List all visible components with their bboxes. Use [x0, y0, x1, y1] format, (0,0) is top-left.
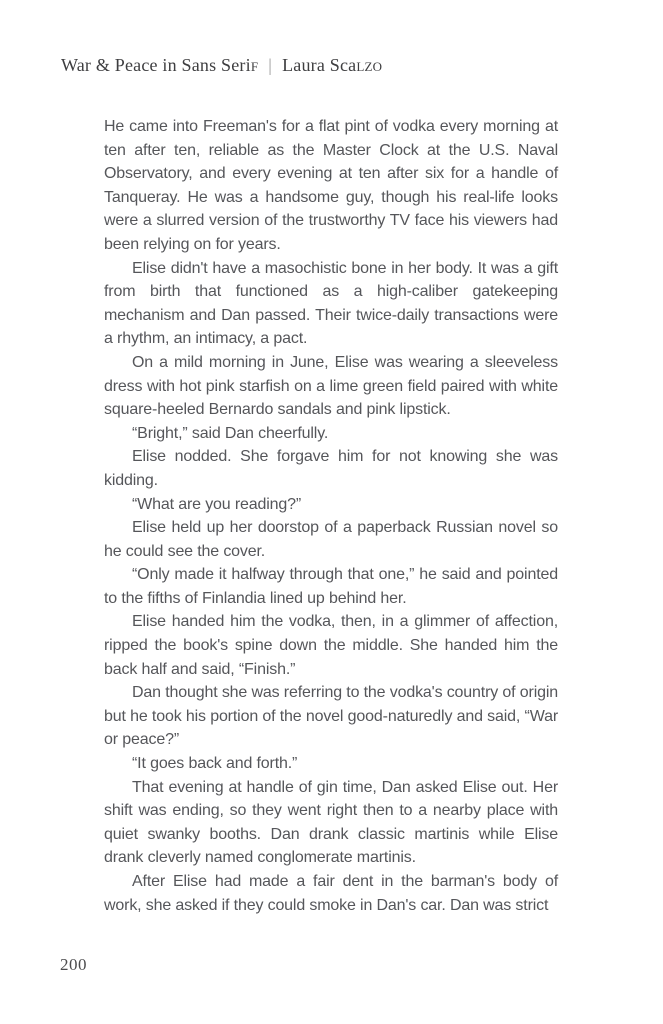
- paragraph: “Bright,” said Dan cheerfully.: [132, 424, 329, 442]
- author-name-text: Laura Sca: [282, 55, 357, 75]
- running-header: [61, 55, 382, 76]
- paragraph: That evening at handle of gin time, Dan asked Elise out. Her shift was ending, so they went right then to a nearby place with quiet swanky booths. Dan drank classic martinis while Elise drank cleverly named conglomerate martinis.: [104, 778, 558, 867]
- header-separator: |: [268, 55, 273, 75]
- story-text: [104, 115, 558, 917]
- paragraph: On a mild morning in June, Elise was wearing a sleeveless dress with hot pink starfish on a lime green field paired with white square-heeled Bernardo sandals and pink lipstick.: [104, 353, 558, 419]
- paragraph: Elise handed him the vodka, then, in a glimmer of affection, ripped the book's spine down the middle. She handed him the back half and said, “Finish.”: [104, 613, 558, 678]
- paragraph: Elise didn't have a masochistic bone in her body. It was a gift from birth that functioned as a high-caliber gatekeeping mechanism and Dan passed. Their twice-daily transactions were a rhythm, an intimacy, a pact.: [104, 259, 558, 348]
- page-number: 200: [60, 955, 87, 974]
- paragraph: After Elise had made a fair dent in the barman's body of work, she asked if they could smoke in Dan's car. Dan was strict: [104, 873, 558, 914]
- book-title-smallcaps: f: [250, 55, 259, 75]
- book-title-text: War & Peace in Sans Seri: [61, 55, 251, 75]
- paragraph: “What are you reading?”: [132, 495, 302, 513]
- paragraph: “Only made it halfway through that one,” he said and pointed to the fifths of Finlandia lined up behind her.: [104, 566, 558, 607]
- paragraph: He came into Freeman's for a flat pint of vodka every morning at ten after ten, reliable as the Master Clock at the U.S. Naval Observatory, and every evening at ten after six for a handle of Tanqueray. He was a handsome guy, though his real-life looks were a slurred version of the trustworthy TV face his viewers had been relying on for years.: [104, 118, 558, 253]
- author-name-smallcaps: lzo: [356, 55, 383, 75]
- paragraph: Elise nodded. She forgave him for not knowing she was kidding.: [104, 448, 558, 489]
- paragraph: Dan thought she was referring to the vodka's country of origin but he took his portion of the novel good-naturedly and said, “War or peace?”: [104, 684, 558, 749]
- author-name: [282, 55, 382, 75]
- book-title: [61, 55, 258, 75]
- paragraph: Elise held up her doorstop of a paperback Russian novel so he could see the cover.: [104, 519, 558, 560]
- paragraph: “It goes back and forth.”: [132, 755, 298, 773]
